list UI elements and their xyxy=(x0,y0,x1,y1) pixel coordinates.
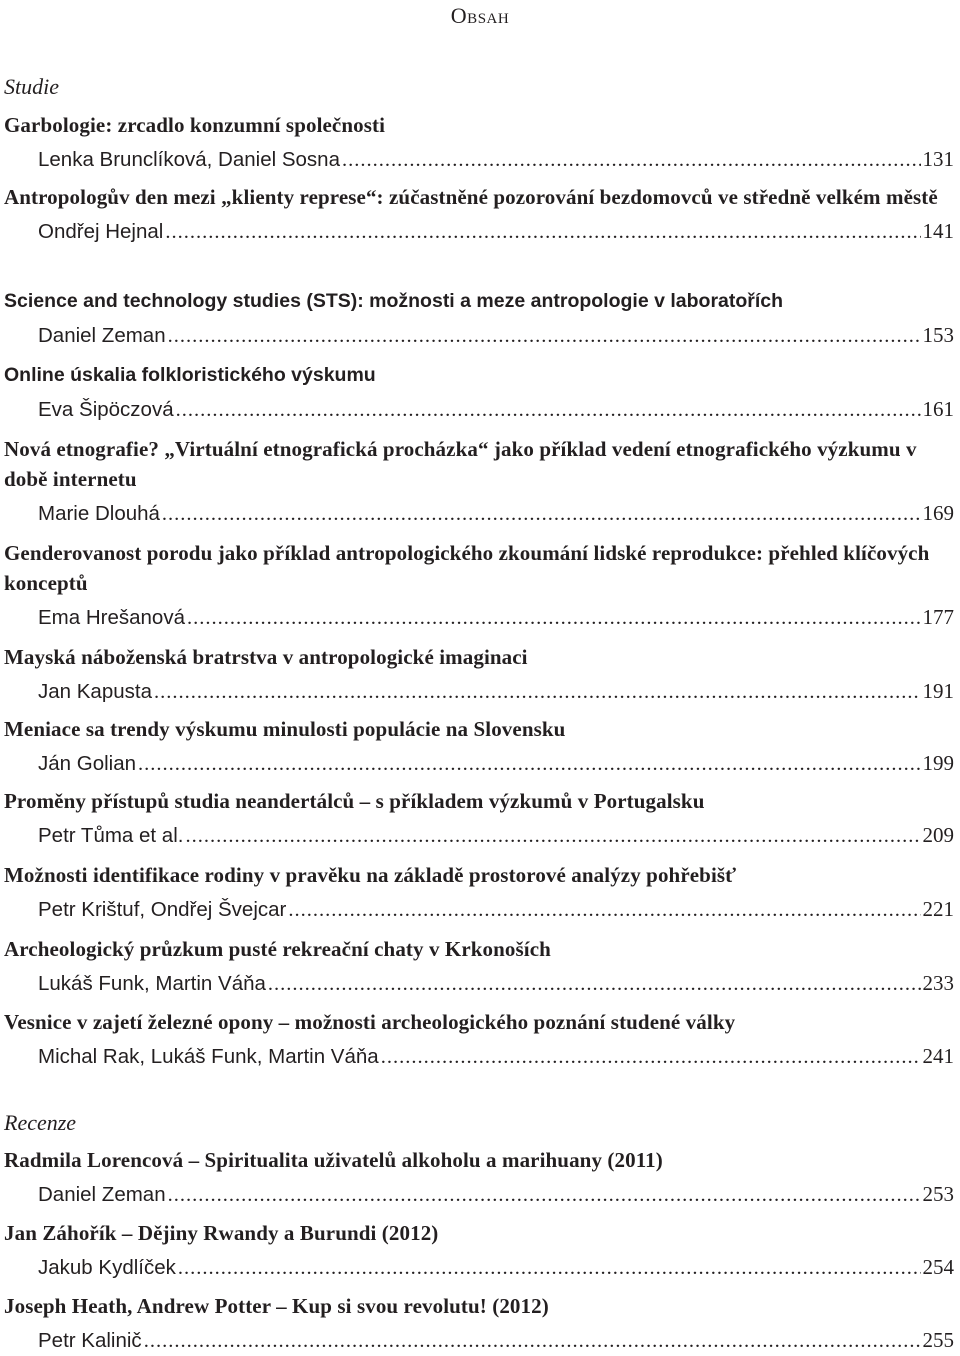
entry-author: Daniel Zeman xyxy=(38,324,166,347)
entry-author-line xyxy=(38,820,954,851)
entry-author: Lenka Brunclíková, Daniel Sosna xyxy=(38,148,340,171)
entry-page-number: 141 xyxy=(922,219,954,243)
entry-title: Jan Záhořík – Dějiny Rwandy a Burundi (2012) xyxy=(4,1221,439,1245)
leader-dots xyxy=(288,895,920,925)
entry-title: Online úskalia folkloristického výskumu xyxy=(4,364,376,386)
leader-dots xyxy=(168,1180,921,1210)
leader-dots xyxy=(138,749,920,779)
entry-title: Mayská náboženská bratrstva v antropologické imaginaci xyxy=(4,645,528,669)
entry-title: Radmila Lorencová – Spiritualita uživatelů alkoholu a marihuany (2011) xyxy=(4,1148,663,1172)
entry-author-line xyxy=(38,320,954,351)
toc-entry[interactable] xyxy=(4,182,954,247)
entry-author-line xyxy=(38,394,954,425)
entry-title: Vesnice v zajetí železné opony – možnosti archeologického poznání studené války xyxy=(4,1010,736,1034)
entry-page-number: 191 xyxy=(922,679,954,703)
toc-entry[interactable] xyxy=(4,110,954,175)
entry-page-number: 177 xyxy=(922,605,954,629)
entry-author-line xyxy=(38,1179,954,1210)
entry-title: Science and technology studies (STS): možnosti a meze antropologie v laboratořích xyxy=(4,290,784,312)
entry-author: Ján Golian xyxy=(38,752,137,775)
toc-entry[interactable] xyxy=(4,286,954,351)
entry-author: Jan Kapusta xyxy=(38,680,152,703)
entry-title: Proměny přístupů studia neandertálců – s příkladem výzkumů v Portugalsku xyxy=(4,789,705,813)
entry-title: Nová etnografie? „Virtuální etnografická procházka“ jako příklad vedení etnografického výzkumu v době internetu xyxy=(4,437,917,491)
toc-entry[interactable] xyxy=(4,1218,954,1283)
entry-author-line xyxy=(38,216,954,247)
entry-author-line xyxy=(38,144,954,175)
entry-author-line xyxy=(38,498,954,529)
entry-author: Lukáš Funk, Martin Váňa xyxy=(38,972,266,995)
entry-author-line xyxy=(38,894,954,925)
leader-dots xyxy=(187,603,921,633)
entry-page-number: 253 xyxy=(922,1182,954,1206)
toc-entry[interactable] xyxy=(4,434,954,529)
entry-author-line xyxy=(38,968,954,999)
entry-author-line xyxy=(38,1252,954,1283)
entry-title: Antropologův den mezi „klienty represe“: zúčastněné pozorování bezdomovců ve středně velkém městě xyxy=(4,185,938,209)
section-label-recenze: Recenze xyxy=(4,1110,77,1135)
leader-dots xyxy=(154,677,921,707)
leader-dots xyxy=(381,1042,921,1072)
entry-page-number: 131 xyxy=(922,147,954,171)
toc-entry[interactable] xyxy=(4,714,954,779)
toc-entry[interactable] xyxy=(4,1291,954,1356)
entry-page-number: 161 xyxy=(922,397,954,421)
section-label-studie: Studie xyxy=(4,74,59,99)
entry-page-number: 209 xyxy=(922,823,954,847)
toc-entry[interactable] xyxy=(4,360,954,425)
entry-title: Možnosti identifikace rodiny v pravěku na základě prostorové analýzy pohřebišť xyxy=(4,863,737,887)
entry-page-number: 221 xyxy=(922,897,954,921)
entry-author-line xyxy=(38,1325,954,1356)
toc-entry[interactable] xyxy=(4,642,954,707)
entry-author: Michal Rak, Lukáš Funk, Martin Váňa xyxy=(38,1045,379,1068)
entry-author: Eva Šipöczová xyxy=(38,398,174,421)
entry-author: Petr Krištuf, Ondřej Švejcar xyxy=(38,898,287,921)
entry-author-line xyxy=(38,676,954,707)
entry-author-line xyxy=(38,602,954,633)
entry-author: Ema Hrešanová xyxy=(38,606,185,629)
entry-author: Jakub Kydlíček xyxy=(38,1256,176,1279)
entry-title: Genderovanost porodu jako příklad antropologického zkoumání lidské reprodukce: přehled klíčových konceptů xyxy=(4,541,930,595)
toc-entry[interactable] xyxy=(4,786,954,851)
entry-title: Joseph Heath, Andrew Potter – Kup si svou revolutu! (2012) xyxy=(4,1294,549,1318)
entry-page-number: 254 xyxy=(922,1255,954,1279)
leader-dots xyxy=(165,217,920,247)
entry-page-number: 199 xyxy=(922,751,954,775)
toc-entry[interactable] xyxy=(4,1145,954,1210)
entry-page-number: 169 xyxy=(922,501,954,525)
leader-dots xyxy=(268,969,921,999)
toc-entry[interactable] xyxy=(4,934,954,999)
leader-dots xyxy=(185,821,920,851)
toc-entry[interactable] xyxy=(4,538,954,633)
page-header-title: Obsah xyxy=(450,3,510,28)
toc-entry[interactable] xyxy=(4,1007,954,1072)
leader-dots xyxy=(176,395,921,425)
leader-dots xyxy=(168,321,921,351)
entry-page-number: 255 xyxy=(922,1328,954,1352)
leader-dots xyxy=(342,145,921,175)
entry-page-number: 153 xyxy=(922,323,954,347)
entry-page-number: 233 xyxy=(922,971,954,995)
entry-author: Ondřej Hejnal xyxy=(38,220,164,243)
leader-dots xyxy=(178,1253,921,1283)
entry-author-line xyxy=(38,748,954,779)
toc-entry[interactable] xyxy=(4,860,954,925)
entry-title: Archeologický průzkum pusté rekreační chaty v Krkonoších xyxy=(4,937,551,961)
leader-dots xyxy=(144,1326,921,1356)
entry-title: Meniace sa trendy výskumu minulosti populácie na Slovensku xyxy=(4,717,566,741)
entry-author: Petr Kalinič xyxy=(38,1329,142,1352)
entry-page-number: 241 xyxy=(922,1044,954,1068)
entry-author-line xyxy=(38,1041,954,1072)
entry-author: Petr Tůma et al. xyxy=(38,824,184,847)
entry-title: Garbologie: zrcadlo konzumní společnosti xyxy=(4,113,386,137)
leader-dots xyxy=(162,499,921,529)
entry-author: Daniel Zeman xyxy=(38,1183,166,1206)
entry-author: Marie Dlouhá xyxy=(38,502,160,525)
